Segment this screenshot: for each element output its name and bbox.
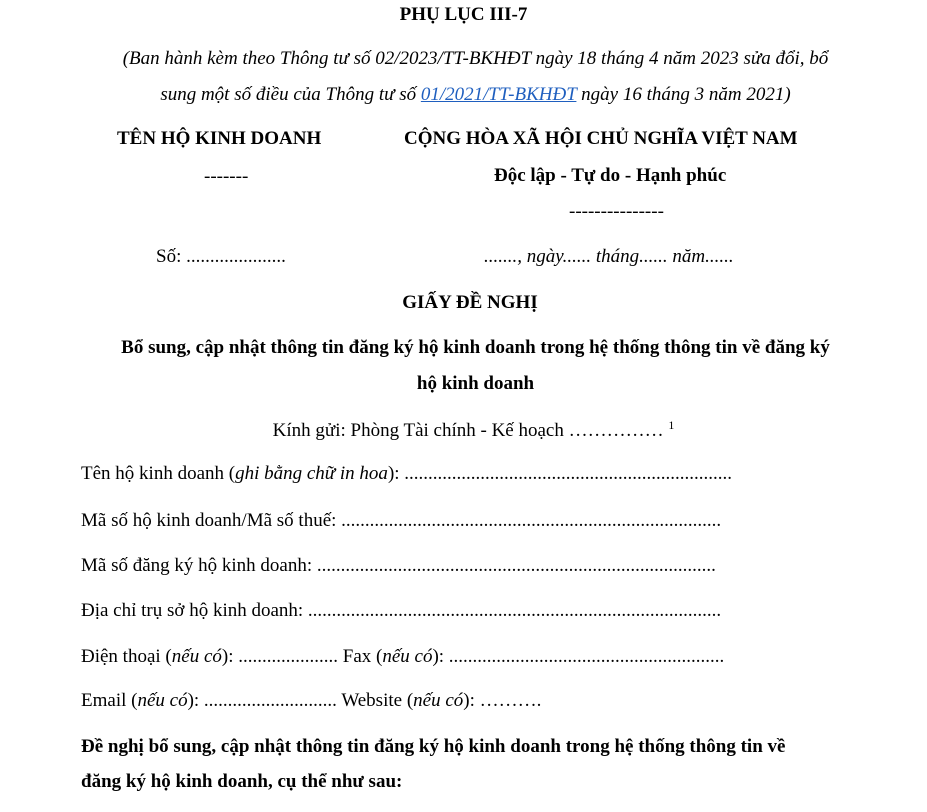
issued-note-suffix: ngày 16 tháng 3 năm 2021) <box>576 84 791 105</box>
field-address: Địa chỉ trụ sở hộ kinh doanh: ....................................................................................... <box>81 600 722 621</box>
country-name: CỘNG HÒA XÃ HỘI CHỦ NGHĨA VIỆT NAM <box>404 128 798 149</box>
number-label: Số: ..................... <box>156 246 286 267</box>
field-phone-hint: nếu có <box>171 646 222 667</box>
issued-note-prefix: sung một số điều của Thông tư số <box>160 84 421 105</box>
field-email-label: Email ( <box>81 690 138 711</box>
business-name-header: TÊN HỘ KINH DOANH <box>117 128 322 149</box>
field-fax-label: ): ..................... Fax ( <box>221 646 383 667</box>
footnote-marker: 1 <box>668 418 675 432</box>
field-fax-hint: nếu có <box>382 646 433 667</box>
issued-note-line-1: (Ban hành kèm theo Thông tư số 02/2023/TT-BKHĐT ngày 18 tháng 4 năm 2023 sửa đổi, bổ <box>122 48 829 69</box>
national-motto: Độc lập - Tự do - Hạnh phúc <box>494 165 727 186</box>
request-line-1: Đề nghị bổ sung, cập nhật thông tin đăng ký hộ kinh doanh trong hệ thống thông tin về <box>81 736 786 757</box>
appendix-title: PHỤ LỤC III-7 <box>399 4 528 25</box>
field-business-name-label: Tên hộ kinh doanh ( <box>81 463 236 484</box>
field-fax-blank: ): .......................................................... <box>432 646 725 667</box>
field-registration-code: Mã số đăng ký hộ kinh doanh: .................................................................................... <box>81 555 716 576</box>
field-phone-fax <box>81 646 724 668</box>
subtitle-line-1: Bổ sung, cập nhật thông tin đăng ký hộ kinh doanh trong hệ thống thông tin về đăng ký <box>121 337 830 358</box>
recipient-line <box>0 418 927 442</box>
field-tax-code: Mã số hộ kinh doanh/Mã số thuế: ................................................................................ <box>81 510 722 531</box>
date-line: ......., ngày...... tháng...... năm...... <box>484 246 734 267</box>
field-email-website <box>81 690 541 712</box>
left-divider: ------- <box>204 166 249 187</box>
field-website-hint: nếu có <box>413 690 464 711</box>
field-business-name-blank: ): ..................................................................... <box>387 463 733 484</box>
field-phone-label: Điện thoại ( <box>81 646 172 667</box>
field-business-name <box>81 463 732 485</box>
subtitle-line-2: hộ kinh doanh <box>416 373 535 394</box>
recipient-text: Kính gửi: Phòng Tài chính - Kế hoạch …………… <box>272 420 664 441</box>
field-business-name-hint: ghi bằng chữ in hoa <box>235 463 388 484</box>
right-divider: --------------- <box>569 201 664 222</box>
field-website-label: ): ............................ Website ( <box>187 690 414 711</box>
field-website-blank: ): ………. <box>463 690 542 711</box>
circular-link[interactable]: 01/2021/TT-BKHĐT <box>420 84 577 105</box>
issued-note-line-2 <box>0 84 927 106</box>
field-email-hint: nếu có <box>137 690 188 711</box>
request-line-2: đăng ký hộ kinh doanh, cụ thể như sau: <box>81 771 403 792</box>
document-title: GIẤY ĐỀ NGHỊ <box>402 292 538 313</box>
